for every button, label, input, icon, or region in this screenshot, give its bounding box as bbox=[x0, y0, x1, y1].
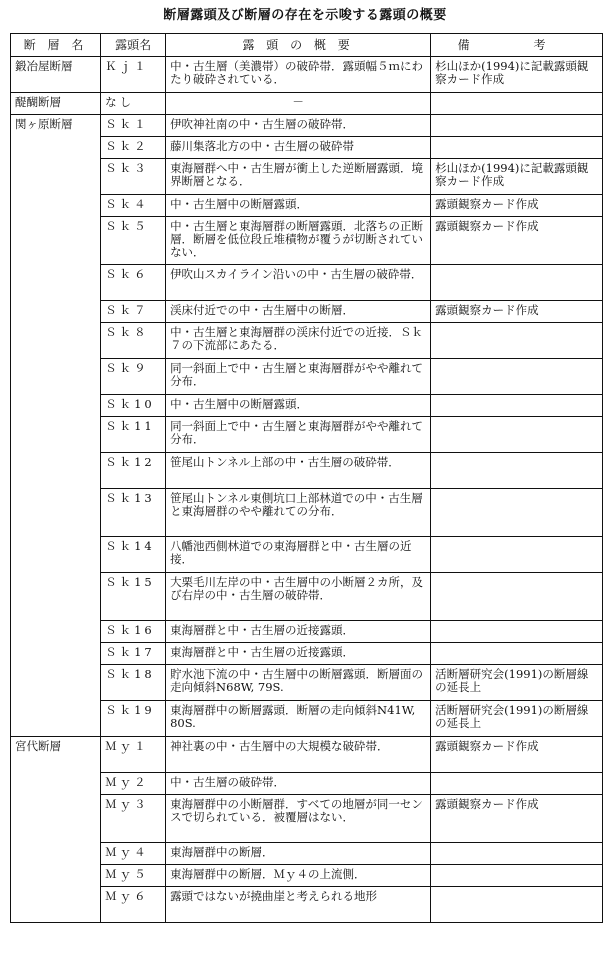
outcrop-code-cell: Ｓｋ16 bbox=[101, 621, 166, 643]
summary-cell: 渓床付近での中・古生層中の断層． bbox=[166, 301, 431, 323]
note-cell bbox=[431, 453, 603, 489]
table-row bbox=[11, 265, 603, 301]
header-summary: 露 頭 の 概 要 bbox=[166, 34, 431, 57]
outcrop-code-cell: Ｓｋ９ bbox=[101, 359, 166, 395]
fault-name-cell bbox=[11, 323, 101, 359]
outcrop-code-cell: Ｓｋ14 bbox=[101, 537, 166, 573]
outcrop-code-cell: Ｋｊ１ bbox=[101, 57, 166, 93]
summary-cell: 東海層群へ中・古生層が衝上した逆断層露頭．境界断層となる． bbox=[166, 159, 431, 195]
summary-cell: 東海層群と中・古生層の近接露頭． bbox=[166, 643, 431, 665]
note-cell: 露頭観察カード作成 bbox=[431, 195, 603, 217]
note-cell bbox=[431, 887, 603, 923]
fault-name-cell bbox=[11, 195, 101, 217]
table-row bbox=[11, 395, 603, 417]
outcrop-code-cell: Ｓｋ２ bbox=[101, 137, 166, 159]
fault-name-cell bbox=[11, 359, 101, 395]
outcrop-code-cell: Ｓｋ13 bbox=[101, 489, 166, 537]
outcrop-code-cell: Ｍｙ５ bbox=[101, 865, 166, 887]
summary-cell: 笹尾山トンネル東側坑口上部林道での中・古生層と東海層群のやや離れての分布． bbox=[166, 489, 431, 537]
table-row bbox=[11, 93, 603, 115]
summary-cell: 東海層群中の断層． bbox=[166, 843, 431, 865]
summary-cell: 藤川集落北方の中・古生層の破砕帯 bbox=[166, 137, 431, 159]
note-cell bbox=[431, 137, 603, 159]
table-row bbox=[11, 57, 603, 93]
fault-name-cell bbox=[11, 489, 101, 537]
outcrop-code-cell: Ｓｋ６ bbox=[101, 265, 166, 301]
outcrop-code-cell: Ｓｋ11 bbox=[101, 417, 166, 453]
summary-cell: 同一斜面上で中・古生層と東海層群がやや離れて分布． bbox=[166, 417, 431, 453]
note-cell: 露頭観察カード作成 bbox=[431, 795, 603, 843]
fault-name-cell bbox=[11, 537, 101, 573]
document-title: 断層露頭及び断層の存在を示唆する露頭の概要 bbox=[163, 8, 447, 23]
table-row bbox=[11, 643, 603, 665]
header-row bbox=[11, 34, 603, 57]
summary-cell: 東海層群中の断層．Ｍｙ４の上流側． bbox=[166, 865, 431, 887]
fault-name-cell bbox=[11, 773, 101, 795]
summary-cell: 中・古生層と東海層群の渓床付近での近接．Ｓｋ７の下流部にあたる． bbox=[166, 323, 431, 359]
summary-cell: 中・古生層の破砕帯． bbox=[166, 773, 431, 795]
summary-cell: 中・古生層中の断層露頭． bbox=[166, 195, 431, 217]
note-cell bbox=[431, 359, 603, 395]
outcrop-code-cell: Ｓｋ18 bbox=[101, 665, 166, 701]
note-cell bbox=[431, 93, 603, 115]
header-fault: 断 層 名 bbox=[11, 34, 101, 57]
note-cell bbox=[431, 115, 603, 137]
table-row bbox=[11, 887, 603, 923]
table-row bbox=[11, 795, 603, 843]
fault-name-cell bbox=[11, 795, 101, 843]
table-row bbox=[11, 865, 603, 887]
fault-name-cell: 醍醐断層 bbox=[11, 93, 101, 115]
table-row bbox=[11, 489, 603, 537]
summary-cell: 東海層群中の断層露頭．断層の走向傾斜N41W, 80S. bbox=[166, 701, 431, 737]
note-cell bbox=[431, 773, 603, 795]
summary-cell: 伊吹神社南の中・古生層の破砕帯． bbox=[166, 115, 431, 137]
note-cell bbox=[431, 865, 603, 887]
table-row bbox=[11, 115, 603, 137]
fault-name-cell bbox=[11, 887, 101, 923]
summary-cell: 神社裏の中・古生層中の大規模な破砕帯． bbox=[166, 737, 431, 773]
table-row bbox=[11, 301, 603, 323]
fault-name-cell bbox=[11, 701, 101, 737]
table-row bbox=[11, 359, 603, 395]
note-cell: 活断層研究会(1991)の断層線の延長上 bbox=[431, 701, 603, 737]
outcrop-code-cell: Ｓｋ３ bbox=[101, 159, 166, 195]
summary-cell: 中・古生層（美濃帯）の破砕帯．露頭幅５ｍにわたり破砕されている． bbox=[166, 57, 431, 93]
table-row bbox=[11, 417, 603, 453]
table-row bbox=[11, 665, 603, 701]
outcrop-code-cell: Ｓｋ10 bbox=[101, 395, 166, 417]
outcrop-code-cell: Ｍｙ２ bbox=[101, 773, 166, 795]
table-row bbox=[11, 773, 603, 795]
table-row bbox=[11, 323, 603, 359]
summary-cell: 伊吹山スカイライン沿いの中・古生層の破砕帯． bbox=[166, 265, 431, 301]
summary-cell: 中・古生層と東海層群の断層露頭．北落ちの正断層．断層を低位段丘堆積物が覆うが切断されていない． bbox=[166, 217, 431, 265]
note-cell: 露頭観察カード作成 bbox=[431, 301, 603, 323]
fault-name-cell bbox=[11, 265, 101, 301]
outcrop-code-cell: Ｓｋ４ bbox=[101, 195, 166, 217]
note-cell bbox=[431, 265, 603, 301]
outcrop-code-cell: Ｍｙ１ bbox=[101, 737, 166, 773]
fault-name-cell bbox=[11, 137, 101, 159]
outcrop-code-cell: Ｓｋ17 bbox=[101, 643, 166, 665]
note-cell bbox=[431, 573, 603, 621]
table-row bbox=[11, 843, 603, 865]
summary-cell: 露頭ではないが撓曲崖と考えられる地形 bbox=[166, 887, 431, 923]
summary-cell: － bbox=[166, 93, 431, 115]
note-cell: 杉山ほか(1994)に記載露頭観察カード作成 bbox=[431, 57, 603, 93]
summary-cell: 笹尾山トンネル上部の中・古生層の破砕帯． bbox=[166, 453, 431, 489]
header-code: 露頭名 bbox=[101, 34, 166, 57]
summary-cell: 東海層群中の小断層群．すべての地層が同一センスで切られている．被覆層はない． bbox=[166, 795, 431, 843]
fault-name-cell bbox=[11, 621, 101, 643]
table-row bbox=[11, 537, 603, 573]
summary-cell: 同一斜面上で中・古生層と東海層群がやや離れて分布． bbox=[166, 359, 431, 395]
fault-name-cell bbox=[11, 417, 101, 453]
outcrop-table bbox=[10, 33, 603, 923]
note-cell: 活断層研究会(1991)の断層線の延長上 bbox=[431, 665, 603, 701]
table-row bbox=[11, 137, 603, 159]
table-row bbox=[11, 621, 603, 643]
fault-name-cell bbox=[11, 159, 101, 195]
outcrop-code-cell: Ｓｋ５ bbox=[101, 217, 166, 265]
fault-name-cell bbox=[11, 865, 101, 887]
summary-cell: 大栗毛川左岸の中・古生層中の小断層２カ所，及び右岸の中・古生層の破砕帯． bbox=[166, 573, 431, 621]
table-row bbox=[11, 217, 603, 265]
outcrop-code-cell: Ｓｋ８ bbox=[101, 323, 166, 359]
table-row bbox=[11, 573, 603, 621]
outcrop-code-cell: Ｍｙ４ bbox=[101, 843, 166, 865]
fault-name-cell bbox=[11, 665, 101, 701]
note-cell bbox=[431, 395, 603, 417]
note-cell: 杉山ほか(1994)に記載露頭観察カード作成 bbox=[431, 159, 603, 195]
fault-name-cell: 宮代断層 bbox=[11, 737, 101, 773]
outcrop-code-cell: Ｓｋ12 bbox=[101, 453, 166, 489]
table-row bbox=[11, 701, 603, 737]
table-row bbox=[11, 737, 603, 773]
note-cell bbox=[431, 489, 603, 537]
outcrop-code-cell: Ｍｙ３ bbox=[101, 795, 166, 843]
fault-name-cell bbox=[11, 395, 101, 417]
fault-name-cell bbox=[11, 217, 101, 265]
outcrop-code-cell: Ｓｋ７ bbox=[101, 301, 166, 323]
fault-name-cell bbox=[11, 573, 101, 621]
header-note: 備 考 bbox=[431, 34, 603, 57]
outcrop-code-cell: Ｓｋ15 bbox=[101, 573, 166, 621]
outcrop-code-cell: Ｓｋ19 bbox=[101, 701, 166, 737]
note-cell bbox=[431, 643, 603, 665]
note-cell: 露頭観察カード作成 bbox=[431, 737, 603, 773]
table-body bbox=[11, 57, 603, 923]
fault-name-cell bbox=[11, 453, 101, 489]
table-row bbox=[11, 195, 603, 217]
note-cell bbox=[431, 417, 603, 453]
note-cell bbox=[431, 323, 603, 359]
outcrop-code-cell: Ｓｋ１ bbox=[101, 115, 166, 137]
summary-cell: 貯水池下流の中・古生層中の断層露頭．断層面の走向傾斜N68W, 79S. bbox=[166, 665, 431, 701]
fault-name-cell: 関ヶ原断層 bbox=[11, 115, 101, 137]
fault-name-cell bbox=[11, 301, 101, 323]
summary-cell: 東海層群と中・古生層の近接露頭． bbox=[166, 621, 431, 643]
fault-name-cell bbox=[11, 843, 101, 865]
table-row bbox=[11, 159, 603, 195]
summary-cell: 中・古生層中の断層露頭． bbox=[166, 395, 431, 417]
table-row bbox=[11, 453, 603, 489]
fault-name-cell: 鍛冶屋断層 bbox=[11, 57, 101, 93]
outcrop-code-cell: Ｍｙ６ bbox=[101, 887, 166, 923]
note-cell bbox=[431, 621, 603, 643]
summary-cell: 八幡池西側林道での東海層群と中・古生層の近接． bbox=[166, 537, 431, 573]
outcrop-code-cell: なし bbox=[101, 93, 166, 115]
note-cell bbox=[431, 537, 603, 573]
note-cell bbox=[431, 843, 603, 865]
fault-name-cell bbox=[11, 643, 101, 665]
note-cell: 露頭観察カード作成 bbox=[431, 217, 603, 265]
